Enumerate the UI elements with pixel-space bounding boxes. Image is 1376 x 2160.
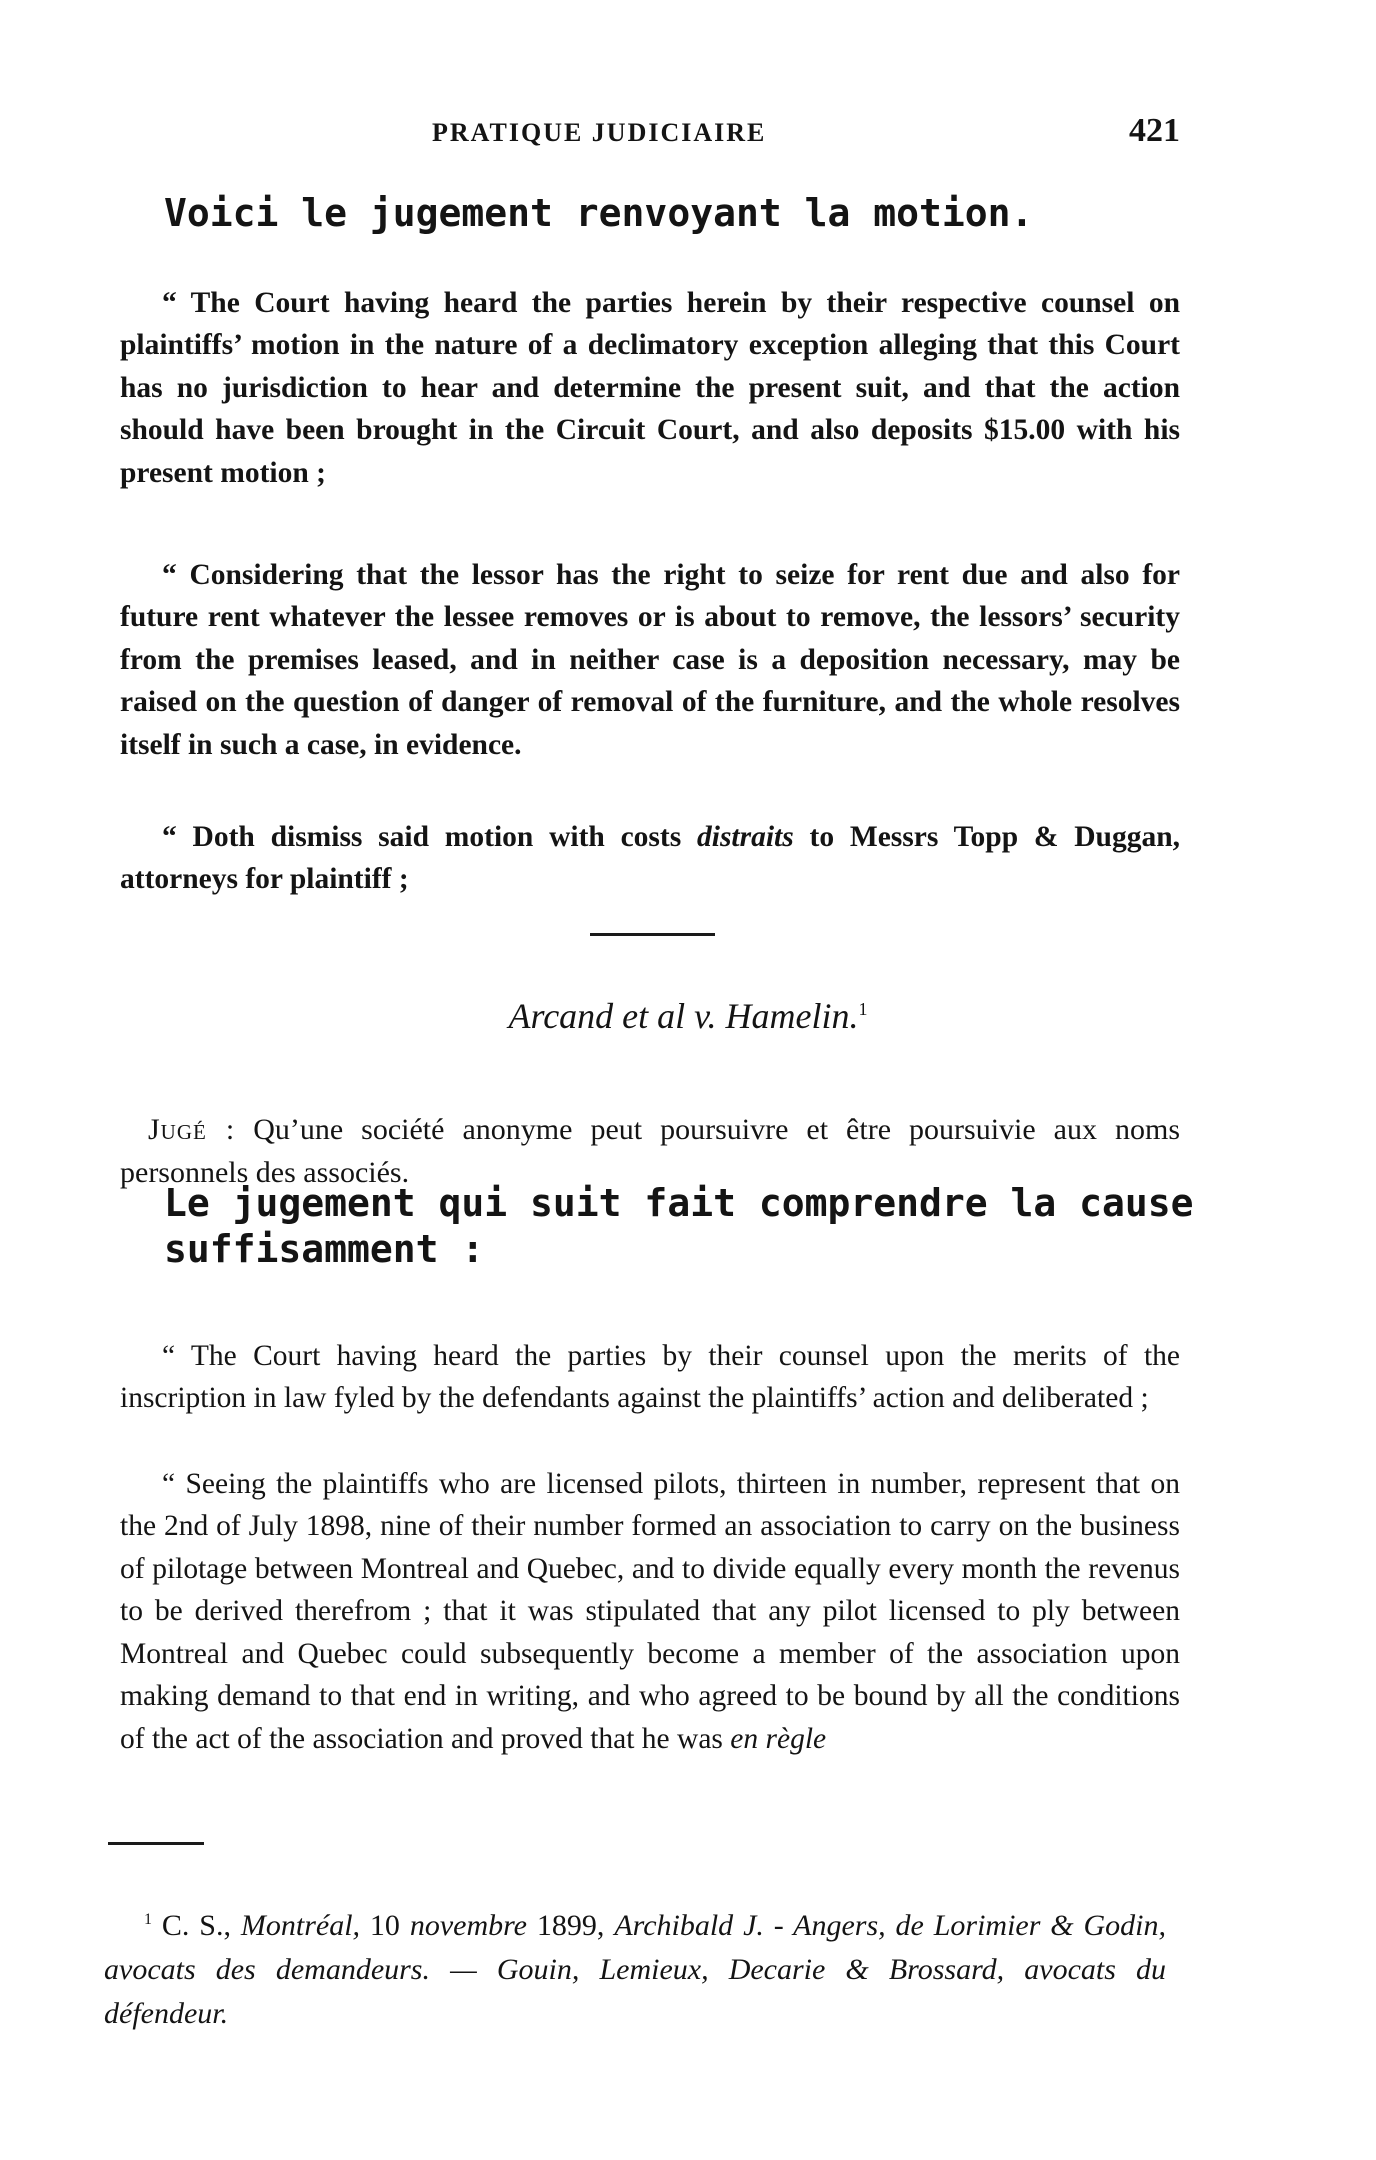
juge-text: Qu’une société anonyme peut poursuivre et être poursuivie aux noms personnels des associés.: [120, 1113, 1181, 1189]
dismiss-text-start: “ Doth dismiss said motion with costs: [162, 820, 697, 853]
footnote-text-2: 10: [360, 1909, 410, 1942]
judgment-paragraph-seeing: [120, 1463, 1180, 1761]
running-head: [120, 112, 1180, 162]
footnote: [104, 1898, 1166, 2036]
juge-label: Jugé :: [148, 1113, 236, 1146]
running-head-title: PRATIQUE JUDICIAIRE: [432, 118, 767, 147]
footnote-reference: 1: [858, 999, 868, 1019]
footnote-text-3: 1899,: [527, 1909, 615, 1942]
case-title: [0, 995, 1376, 1037]
section-divider: [590, 933, 715, 936]
footnote-rule: [108, 1842, 204, 1845]
dismiss-italic-term: distraits: [697, 820, 794, 853]
footnote-marker: 1: [144, 1911, 152, 1928]
seeing-text: “ Seeing the plaintiffs who are licensed pilots, thirteen in number, represent that on the 2nd of July 1898, nine of their number formed an association to carry on the business of pilotage between Montreal and Quebec, and to divide equally every month the revenus to be derived therefrom ; that it was stipulated that any pilot licensed to ply between Montreal and Quebec could subsequently become a member of the association upon making demand to that end in writing, and who agreed to be bound by all the conditions of the act of the association and proved that he was: [120, 1467, 1180, 1756]
page-number: 421: [1129, 112, 1180, 149]
case-title-text: Arcand et al v. Hamelin.: [508, 996, 859, 1036]
judgment-paragraph-merits: “ The Court having heard the parties by their counsel upon the merits of the inscription in law fyled by the defendants against the plaintiffs’ action and deliberated ;: [120, 1339, 1180, 1415]
judgment-paragraph-dismiss: [120, 816, 1180, 901]
section-heading-le-jugement: Le jugement qui suit fait comprendre la cause suffisamment :: [164, 1181, 1194, 1271]
dismiss-text-end: to Messrs Topp & Duggan, attorneys for plaintiff ;: [120, 820, 1180, 896]
footnote-italic-1: Montréal,: [240, 1909, 361, 1942]
footnote-italic-2: novembre: [409, 1909, 528, 1942]
section-heading-voici: Voici le jugement renvoyant la motion.: [164, 191, 1034, 235]
footnote-text-1: C. S.,: [152, 1909, 241, 1942]
judgment-paragraph-court-heard: “ The Court having heard the parties herein by their respective counsel on plaintiffs’ motion in the nature of a declimatory exception alleging that this Court has no jurisdiction to hear and determine the present suit, and that the action should have been brought in the Circuit Court, and also deposits $15.00 with his present motion ;: [120, 286, 1180, 489]
seeing-italic-term: en règle: [730, 1723, 827, 1756]
footnote-italic-3: Archibald J. - Angers, de Lorimier & Godin, avocats des demandeurs. — Gouin, Lemieux, Decarie & Brossard, avocats du défendeur.: [104, 1909, 1167, 2030]
judgment-paragraph-considering: “ Considering that the lessor has the right to seize for rent due and also for future rent whatever the lessee removes or is about to remove, the lessors’ security from the premises leased, and in neither case is a deposition necessary, may be raised on the question of danger of removal of the furniture, and the whole resolves itself in such a case, in evidence.: [120, 558, 1180, 761]
